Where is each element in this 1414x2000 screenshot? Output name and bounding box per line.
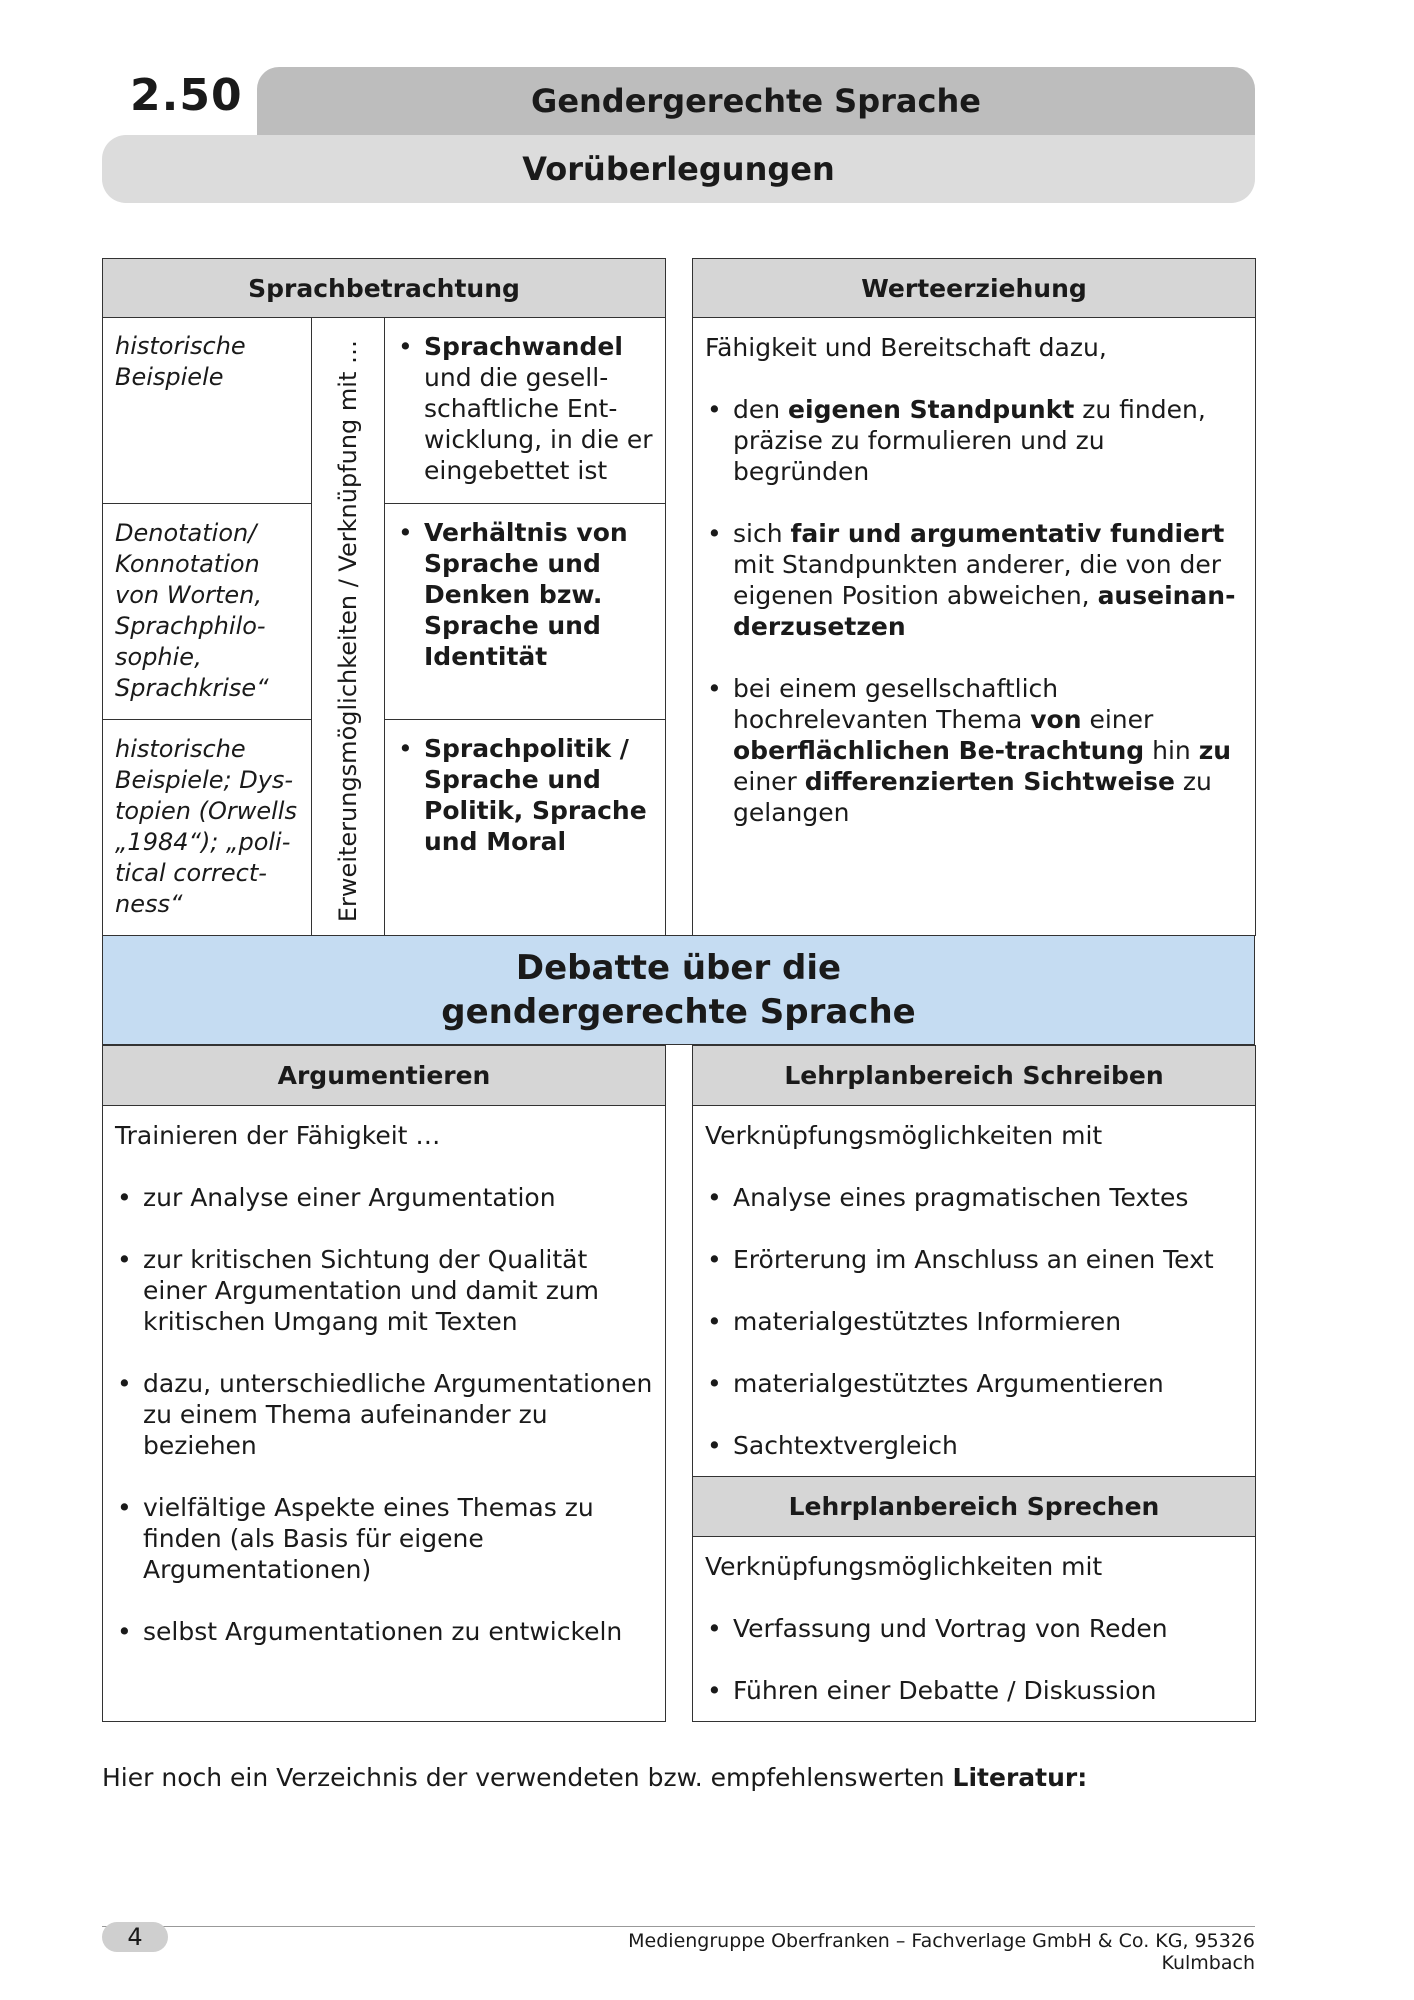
- werteerziehung-box: [692, 317, 1256, 936]
- schreiben-item: • Erörterung im Anschluss an einen Text: [705, 1244, 1243, 1275]
- schreiben-box: [692, 1105, 1256, 1477]
- literature-label: Literatur:: [952, 1763, 1088, 1792]
- sprachwandel-text: und die gesell-schaftliche Ent-wicklung, in die er eingebettet ist: [424, 363, 653, 485]
- page-title-text: Gendergerechte Sprache: [531, 82, 981, 120]
- werte-intro: Fähigkeit und Bereitschaft dazu,: [705, 333, 1107, 362]
- werteerziehung-heading: Werteerziehung: [692, 258, 1256, 318]
- argumentieren-heading: Argumentieren: [102, 1045, 666, 1106]
- schreiben-item: • Analyse eines pragmatischen Textes: [705, 1182, 1243, 1213]
- vertical-label-column: [311, 317, 385, 936]
- sprach-row2-left: Denotation/ Konnotation von Worten, Sprachphilo-sophie, Sprachkrise“: [102, 503, 312, 720]
- footer-rule: [102, 1926, 1255, 1927]
- argumentieren-box: [102, 1105, 666, 1722]
- sprache-denken-label: Verhältnis von Sprache und Denken bzw. Sprache und Identität: [424, 518, 628, 671]
- argumentieren-item: • vielfältige Aspekte eines Themas zu finden (als Basis für eigene Argumentationen): [115, 1492, 653, 1585]
- publisher-line: Mediengruppe Oberfranken – Fachverlage GmbH & Co. KG, 95326 Kulmbach: [628, 1930, 1255, 1974]
- schreiben-item: • materialgestütztes Informieren: [705, 1306, 1243, 1337]
- debate-line1: Debatte über die: [515, 948, 842, 988]
- werte-item: • sich fair und argumentativ fundiert mit Standpunkten anderer, die von der eigenen Position abweichen, auseinan-derzusetzen: [705, 518, 1243, 642]
- schreiben-heading: Lehrplanbereich Schreiben: [692, 1045, 1256, 1106]
- sprechen-heading: Lehrplanbereich Sprechen: [692, 1476, 1256, 1537]
- debate-banner: [102, 935, 1255, 1045]
- literature-text: Hier noch ein Verzeichnis der verwendeten bzw. empfehlenswerten: [102, 1763, 953, 1792]
- debate-line2: gendergerechte Sprache: [441, 992, 916, 1032]
- sprechen-intro: Verknüpfungsmöglichkeiten mit: [705, 1552, 1103, 1581]
- sprechen-item: • Führen einer Debatte / Diskussion: [705, 1675, 1243, 1706]
- section-number: 2.50: [130, 70, 243, 121]
- page-number: 4: [102, 1922, 168, 1952]
- schreiben-item: • Sachtextvergleich: [705, 1430, 1243, 1461]
- argumentieren-item: • zur kritischen Sichtung der Qualität einer Argumentation und damit zum kritischen Umgang mit Texten: [115, 1244, 653, 1337]
- werte-item: • bei einem gesellschaftlich hochrelevanten Thema von einer oberflächlichen Be-trachtung hin zu einer differenzierten Sichtweise zu gelangen: [705, 673, 1243, 828]
- divider: [384, 719, 666, 720]
- sprechen-box: [692, 1536, 1256, 1722]
- sprechen-item: • Verfassung und Vortrag von Reden: [705, 1613, 1243, 1644]
- sprach-row1-left: historische Beispiele: [102, 317, 312, 504]
- werte-item: • den eigenen Standpunkt zu finden, präzise zu formulieren und zu begründen: [705, 394, 1243, 487]
- argumentieren-item: • zur Analyse einer Argumentation: [115, 1182, 653, 1213]
- literature-note: [102, 1762, 1255, 1793]
- sprach-row2-right: [396, 517, 656, 672]
- sprach-row1-right: [396, 331, 656, 486]
- divider: [384, 503, 666, 504]
- sprach-row3-right: [396, 733, 656, 857]
- page-subtitle: [102, 135, 1255, 203]
- argumentieren-intro: Trainieren der Fähigkeit …: [115, 1121, 441, 1150]
- schreiben-item: • materialgestütztes Argumentieren: [705, 1368, 1243, 1399]
- schreiben-intro: Verknüpfungsmöglichkeiten mit: [705, 1121, 1103, 1150]
- argumentieren-item: • dazu, unterschiedliche Argumentationen zu einem Thema aufeinander zu beziehen: [115, 1368, 653, 1461]
- sprach-row3-left: historische Beispiele; Dys-topien (Orwells „1984“); „poli-tical correct-ness“: [102, 719, 312, 936]
- page-title: [257, 67, 1255, 135]
- sprachpolitik-label: Sprachpolitik / Sprache und Politik, Sprache und Moral: [424, 734, 647, 856]
- sprachwandel-label: Sprachwandel: [424, 332, 623, 361]
- vertical-label: Erweiterungsmöglichkeiten / Verknüpfung mit …: [334, 339, 362, 922]
- argumentieren-item: • selbst Argumentationen zu entwickeln: [115, 1616, 653, 1647]
- page-subtitle-text: Vorüberlegungen: [522, 150, 835, 188]
- sprachbetrachtung-heading: Sprachbetrachtung: [102, 258, 666, 318]
